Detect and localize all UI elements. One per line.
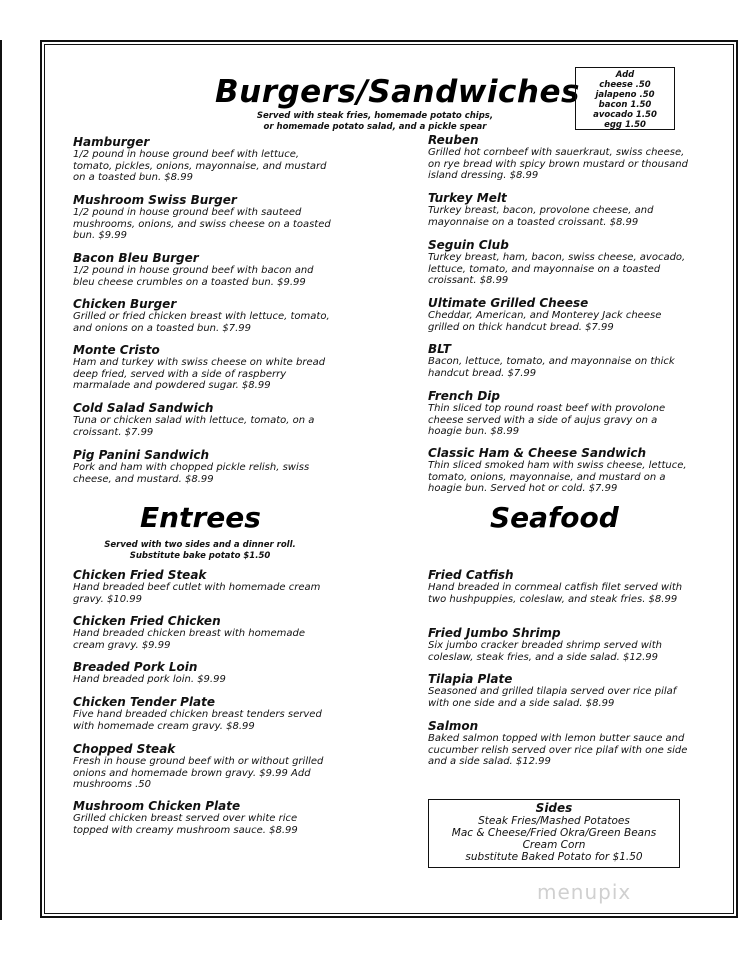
menu-item (428, 626, 688, 663)
item-desc: Hand breaded beef cutlet with homemade cream gravy. $10.99 (73, 582, 321, 605)
sides-title: Sides (535, 801, 573, 815)
item-desc: Thin sliced smoked ham with swiss cheese, lettuce, tomato, onions, mayonnaise, and mustard on a hoagie bun. Served hot or cold. $7.99 (428, 460, 687, 494)
item-desc: Ham and turkey with swiss cheese on white bread deep fried, served with a side of raspberry marmalade and powdered sugar. $8.99 (73, 357, 326, 391)
item-desc: Grilled chicken breast served over white rice topped with creamy mushroom sauce. $8.99 (73, 813, 298, 836)
menu-item (73, 568, 333, 605)
item-desc: Grilled hot cornbeef with sauerkraut, swiss cheese, on rye bread with spicy brown mustard or thousand island dressing. $8.99 (428, 147, 688, 181)
item-desc: Five hand breaded chicken breast tenders served with homemade cream gravy. $8.99 (73, 709, 322, 732)
item-name: Bacon Bleu Burger (73, 251, 199, 265)
item-desc: Pork and ham with chopped pickle relish, swiss cheese, and mustard. $8.99 (73, 462, 310, 485)
menu-item (428, 296, 688, 333)
item-name: Cold Salad Sandwich (73, 401, 214, 415)
item-name: Fried Catfish (428, 568, 514, 582)
item-desc: Turkey breast, bacon, provolone cheese, and mayonnaise on a toasted croissant. $8.99 (428, 205, 654, 228)
menu-item (73, 193, 333, 242)
item-name: Mushroom Chicken Plate (73, 799, 241, 813)
menu-item (428, 238, 688, 287)
item-name: Seguin Club (428, 238, 509, 252)
entrees-subtitle-line2: Substitute bake potato $1.50 (129, 551, 271, 561)
item-name: Chicken Tender Plate (73, 695, 216, 709)
add-on-item: egg 1.50 (604, 120, 646, 130)
item-name: Tilapia Plate (428, 672, 513, 686)
menu-item (428, 719, 688, 768)
sides-line: substitute Baked Potato for $1.50 (465, 851, 643, 863)
item-name: Pig Panini Sandwich (73, 448, 210, 462)
item-name: BLT (428, 342, 451, 356)
menu-item (428, 446, 688, 495)
menu-item (73, 135, 333, 184)
item-name: Monte Cristo (73, 343, 160, 357)
menu-item (73, 251, 333, 288)
add-on-item: jalapeno .50 (595, 90, 655, 100)
entrees-subtitle-line1: Served with two sides and a dinner roll. (104, 540, 296, 550)
burgers-title: Burgers/Sandwiches (215, 74, 580, 110)
burgers-subtitle-line1: Served with steak fries, homemade potato chips, (256, 111, 494, 121)
item-desc: Turkey breast, ham, bacon, swiss cheese, avocado, lettuce, tomato, and mayonnaise on a toasted croissant. $8.99 (428, 252, 686, 286)
item-desc: Hand breaded pork loin. $9.99 (73, 674, 226, 685)
item-desc: Bacon, lettuce, tomato, and mayonnaise on thick handcut bread. $7.99 (428, 356, 675, 379)
left-edge-rule (0, 40, 2, 920)
item-desc: Tuna or chicken salad with lettuce, tomato, on a croissant. $7.99 (73, 415, 315, 438)
sides-line: Mac & Cheese/Fried Okra/Green Beans (451, 827, 657, 839)
burgers-subtitle-line2: or homemade potato salad, and a pickle spear (263, 122, 487, 132)
watermark-logo: menupix (537, 880, 632, 904)
item-desc: Thin sliced top round roast beef with provolone cheese served with a side of aujus gravy on a hoagie bun. $8.99 (428, 403, 666, 437)
item-desc: 1/2 pound in house ground beef with bacon and bleu cheese crumbles on a toasted bun. $9.99 (73, 265, 314, 288)
seafood-title: Seafood (490, 501, 619, 534)
item-desc: Baked salmon topped with lemon butter sauce and cucumber relish served over rice pilaf with one side and a side salad. $12.99 (428, 733, 688, 767)
menu-item (73, 401, 333, 438)
add-on-item: bacon 1.50 (598, 100, 652, 110)
sides-box (428, 799, 680, 868)
menu-item (428, 568, 688, 605)
item-desc: Hand breaded chicken breast with homemade cream gravy. $9.99 (73, 628, 306, 651)
item-name: Breaded Pork Loin (73, 660, 198, 674)
entrees-subtitle (90, 540, 310, 562)
menu-item (428, 191, 688, 228)
item-desc: Grilled or fried chicken breast with lettuce, tomato, and onions on a toasted bun. $7.99 (73, 311, 330, 334)
item-desc: Fresh in house ground beef with or without grilled onions and homemade brown gravy. $9.99 Add mushrooms .50 (73, 756, 324, 790)
menu-item (428, 672, 688, 709)
sides-line: Cream Corn (522, 839, 586, 851)
menu-item (73, 448, 333, 485)
menu-item (73, 614, 333, 651)
item-desc: 1/2 pound in house ground beef with sauteed mushrooms, onions, and swiss cheese on a toasted bun. $9.99 (73, 207, 331, 241)
item-desc: Cheddar, American, and Monterey Jack cheese grilled on thick handcut bread. $7.99 (428, 310, 662, 333)
item-name: Fried Jumbo Shrimp (428, 626, 561, 640)
item-name: Chicken Burger (73, 297, 177, 311)
item-name: Reuben (428, 133, 479, 147)
menu-item (73, 742, 333, 791)
item-desc: Six jumbo cracker breaded shrimp served with coleslaw, steak fries, and a side salad. $12.99 (428, 640, 662, 663)
menu-item (428, 133, 688, 182)
add-ons-title: Add (615, 70, 635, 80)
item-name: Chopped Steak (73, 742, 176, 756)
item-desc: Seasoned and grilled tilapia served over rice pilaf with one side and a side salad. $8.99 (428, 686, 677, 709)
add-on-item: avocado 1.50 (593, 110, 657, 120)
item-name: Chicken Fried Steak (73, 568, 207, 582)
item-name: Ultimate Grilled Cheese (428, 296, 589, 310)
menu-item (428, 389, 688, 438)
menu-item (73, 660, 333, 686)
menu-item (73, 343, 333, 392)
item-name: French Dip (428, 389, 500, 403)
menu-item (73, 799, 333, 836)
menu-item (428, 342, 688, 379)
item-name: Hamburger (73, 135, 150, 149)
item-name: Classic Ham & Cheese Sandwich (428, 446, 646, 460)
sides-line: Steak Fries/Mashed Potatoes (478, 815, 630, 827)
entrees-title: Entrees (140, 501, 261, 534)
add-on-item: cheese .50 (599, 80, 651, 90)
burgers-subtitle (250, 111, 500, 133)
add-ons-box (575, 67, 675, 130)
item-desc: 1/2 pound in house ground beef with lettuce, tomato, pickles, onions, mayonnaise, and mustard on a toasted bun. $8.99 (73, 149, 327, 183)
item-name: Salmon (428, 719, 479, 733)
menu-item (73, 695, 333, 732)
item-name: Turkey Melt (428, 191, 507, 205)
item-desc: Hand breaded in cornmeal catfish filet served with two hushpuppies, coleslaw, and steak fries. $8.99 (428, 582, 683, 605)
item-name: Mushroom Swiss Burger (73, 193, 237, 207)
menu-item (73, 297, 333, 334)
item-name: Chicken Fried Chicken (73, 614, 221, 628)
